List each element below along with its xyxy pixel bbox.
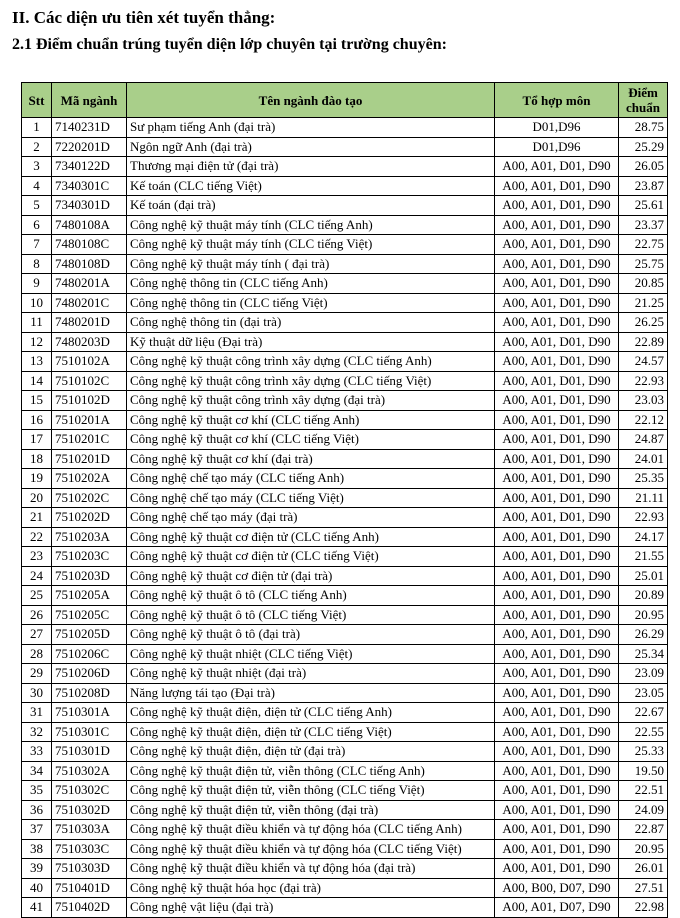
cell-subject-combination: A00, A01, D01, D90 [495, 235, 619, 255]
cell-major-name: Công nghệ kỹ thuật máy tính (CLC tiếng Việt) [127, 235, 495, 255]
cell-major-code: 7510208D [52, 683, 127, 703]
cell-cutoff-score: 22.89 [619, 332, 668, 352]
cell-stt: 10 [22, 293, 52, 313]
table-row [22, 527, 668, 547]
cell-cutoff-score: 23.05 [619, 683, 668, 703]
cell-stt: 26 [22, 605, 52, 625]
cell-stt: 24 [22, 566, 52, 586]
cell-major-code: 7510303A [52, 820, 127, 840]
cell-subject-combination: A00, A01, D07, D90 [495, 898, 619, 918]
cell-major-code: 7510202A [52, 469, 127, 489]
cell-stt: 29 [22, 664, 52, 684]
cell-cutoff-score: 26.29 [619, 625, 668, 645]
table-row [22, 352, 668, 372]
table-row [22, 371, 668, 391]
cell-cutoff-score: 24.09 [619, 800, 668, 820]
cell-major-code: 7510303D [52, 859, 127, 879]
cell-major-name: Công nghệ kỹ thuật ô tô (đại trà) [127, 625, 495, 645]
cell-cutoff-score: 25.29 [619, 137, 668, 157]
cell-subject-combination: A00, A01, D01, D90 [495, 449, 619, 469]
table-row [22, 410, 668, 430]
cell-major-code: 7510301A [52, 703, 127, 723]
cell-subject-combination: A00, A01, D01, D90 [495, 644, 619, 664]
cell-major-code: 7510402D [52, 898, 127, 918]
table-row [22, 293, 668, 313]
cell-subject-combination: A00, A01, D01, D90 [495, 332, 619, 352]
cell-major-name: Công nghệ kỹ thuật nhiệt (CLC tiếng Việt) [127, 644, 495, 664]
cell-major-code: 7510203C [52, 547, 127, 567]
cell-subject-combination: A00, A01, D01, D90 [495, 664, 619, 684]
cell-stt: 4 [22, 176, 52, 196]
cell-cutoff-score: 26.05 [619, 157, 668, 177]
cell-subject-combination: A00, A01, D01, D90 [495, 430, 619, 450]
cell-cutoff-score: 19.50 [619, 761, 668, 781]
cell-major-name: Kế toán (đại trà) [127, 196, 495, 216]
cell-subject-combination: A00, A01, D01, D90 [495, 742, 619, 762]
table-row [22, 781, 668, 801]
cell-major-name: Thương mại điện tử (đại trà) [127, 157, 495, 177]
cell-major-code: 7510205C [52, 605, 127, 625]
cell-major-code: 7480201A [52, 274, 127, 294]
cell-cutoff-score: 23.09 [619, 664, 668, 684]
cell-subject-combination: A00, A01, D01, D90 [495, 196, 619, 216]
table-row [22, 566, 668, 586]
cell-major-code: 7510102C [52, 371, 127, 391]
table-row [22, 820, 668, 840]
table-row [22, 391, 668, 411]
cell-stt: 20 [22, 488, 52, 508]
cell-subject-combination: A00, A01, D01, D90 [495, 820, 619, 840]
table-row [22, 430, 668, 450]
cell-subject-combination: A00, A01, D01, D90 [495, 761, 619, 781]
cell-stt: 35 [22, 781, 52, 801]
cell-cutoff-score: 23.03 [619, 391, 668, 411]
cell-major-code: 7480108D [52, 254, 127, 274]
cell-stt: 16 [22, 410, 52, 430]
cell-major-name: Công nghệ kỹ thuật điều khiển và tự động hóa (CLC tiếng Anh) [127, 820, 495, 840]
cell-cutoff-score: 25.61 [619, 196, 668, 216]
cell-stt: 36 [22, 800, 52, 820]
cell-stt: 37 [22, 820, 52, 840]
cell-major-name: Công nghệ vật liệu (đại trà) [127, 898, 495, 918]
cell-subject-combination: D01,D96 [495, 118, 619, 138]
cell-cutoff-score: 25.01 [619, 566, 668, 586]
table-row [22, 332, 668, 352]
cell-cutoff-score: 27.51 [619, 878, 668, 898]
cell-stt: 32 [22, 722, 52, 742]
cell-major-name: Công nghệ kỹ thuật cơ khí (đại trà) [127, 449, 495, 469]
cell-cutoff-score: 22.55 [619, 722, 668, 742]
cell-major-name: Kế toán (CLC tiếng Việt) [127, 176, 495, 196]
cell-cutoff-score: 22.93 [619, 371, 668, 391]
cell-cutoff-score: 24.57 [619, 352, 668, 372]
cell-subject-combination: A00, B00, D07, D90 [495, 878, 619, 898]
cell-stt: 3 [22, 157, 52, 177]
table-row [22, 469, 668, 489]
cell-stt: 2 [22, 137, 52, 157]
cell-major-code: 7340301C [52, 176, 127, 196]
cell-major-code: 7510301C [52, 722, 127, 742]
cell-major-name: Công nghệ kỹ thuật hóa học (đại trà) [127, 878, 495, 898]
table-row [22, 254, 668, 274]
cell-stt: 28 [22, 644, 52, 664]
cell-stt: 18 [22, 449, 52, 469]
cell-cutoff-score: 26.01 [619, 859, 668, 879]
cell-major-code: 7510202D [52, 508, 127, 528]
cell-major-code: 7510202C [52, 488, 127, 508]
table-row [22, 586, 668, 606]
cell-subject-combination: A00, A01, D01, D90 [495, 683, 619, 703]
table-row [22, 508, 668, 528]
cell-cutoff-score: 20.95 [619, 839, 668, 859]
subsection-title: 2.1 Điểm chuẩn trúng tuyển diện lớp chuyên tại trường chuyên: [12, 36, 447, 53]
cell-major-name: Công nghệ thông tin (đại trà) [127, 313, 495, 333]
cell-major-name: Công nghệ kỹ thuật công trình xây dựng (đại trà) [127, 391, 495, 411]
table-row [22, 859, 668, 879]
cell-cutoff-score: 22.93 [619, 508, 668, 528]
cell-cutoff-score: 24.87 [619, 430, 668, 450]
cell-cutoff-score: 28.75 [619, 118, 668, 138]
cell-stt: 30 [22, 683, 52, 703]
cell-major-name: Công nghệ chế tạo máy (đại trà) [127, 508, 495, 528]
cell-cutoff-score: 23.87 [619, 176, 668, 196]
cell-major-code: 7510205A [52, 586, 127, 606]
cell-major-name: Công nghệ kỹ thuật công trình xây dựng (CLC tiếng Việt) [127, 371, 495, 391]
cell-major-name: Công nghệ kỹ thuật điện tử, viễn thông (đại trà) [127, 800, 495, 820]
cell-major-code: 7480203D [52, 332, 127, 352]
cell-cutoff-score: 24.17 [619, 527, 668, 547]
cell-stt: 33 [22, 742, 52, 762]
cell-subject-combination: A00, A01, D01, D90 [495, 527, 619, 547]
table-row [22, 644, 668, 664]
table-row [22, 898, 668, 918]
cell-major-name: Công nghệ kỹ thuật điện tử, viễn thông (CLC tiếng Việt) [127, 781, 495, 801]
cell-subject-combination: A00, A01, D01, D90 [495, 176, 619, 196]
table-row [22, 664, 668, 684]
cell-stt: 15 [22, 391, 52, 411]
cell-subject-combination: A00, A01, D01, D90 [495, 508, 619, 528]
cell-stt: 22 [22, 527, 52, 547]
cell-major-code: 7510102D [52, 391, 127, 411]
table-row [22, 703, 668, 723]
table-row [22, 742, 668, 762]
cell-cutoff-score: 25.33 [619, 742, 668, 762]
cell-subject-combination: A00, A01, D01, D90 [495, 547, 619, 567]
cell-stt: 34 [22, 761, 52, 781]
cell-major-name: Công nghệ chế tạo máy (CLC tiếng Anh) [127, 469, 495, 489]
cell-stt: 40 [22, 878, 52, 898]
cell-major-name: Công nghệ kỹ thuật cơ điện tử (CLC tiếng Việt) [127, 547, 495, 567]
cell-major-code: 7510201A [52, 410, 127, 430]
cell-stt: 1 [22, 118, 52, 138]
cell-major-name: Năng lượng tái tạo (Đại trà) [127, 683, 495, 703]
cell-cutoff-score: 22.87 [619, 820, 668, 840]
header-subject-combination: Tổ hợp môn [495, 83, 619, 118]
cell-subject-combination: A00, A01, D01, D90 [495, 215, 619, 235]
cell-subject-combination: A00, A01, D01, D90 [495, 469, 619, 489]
cell-stt: 27 [22, 625, 52, 645]
cell-major-name: Công nghệ thông tin (CLC tiếng Anh) [127, 274, 495, 294]
cell-stt: 8 [22, 254, 52, 274]
table-row [22, 449, 668, 469]
cell-major-code: 7510102A [52, 352, 127, 372]
cell-major-code: 7510303C [52, 839, 127, 859]
cell-subject-combination: A00, A01, D01, D90 [495, 410, 619, 430]
cell-subject-combination: A00, A01, D01, D90 [495, 781, 619, 801]
cell-subject-combination: A00, A01, D01, D90 [495, 391, 619, 411]
cell-subject-combination: A00, A01, D01, D90 [495, 800, 619, 820]
cell-cutoff-score: 22.67 [619, 703, 668, 723]
cell-cutoff-score: 24.01 [619, 449, 668, 469]
cell-stt: 39 [22, 859, 52, 879]
table-row [22, 118, 668, 138]
cell-major-name: Kỹ thuật dữ liệu (Đại trà) [127, 332, 495, 352]
cell-subject-combination: A00, A01, D01, D90 [495, 839, 619, 859]
cell-major-code: 7510201D [52, 449, 127, 469]
table-row [22, 157, 668, 177]
cell-subject-combination: A00, A01, D01, D90 [495, 254, 619, 274]
table-row [22, 215, 668, 235]
cell-subject-combination: A00, A01, D01, D90 [495, 352, 619, 372]
header-major-name: Tên ngành đào tạo [127, 83, 495, 118]
cell-subject-combination: D01,D96 [495, 137, 619, 157]
cell-major-name: Công nghệ thông tin (CLC tiếng Việt) [127, 293, 495, 313]
cell-major-code: 7510302D [52, 800, 127, 820]
cell-stt: 23 [22, 547, 52, 567]
cell-stt: 19 [22, 469, 52, 489]
cell-subject-combination: A00, A01, D01, D90 [495, 586, 619, 606]
cell-cutoff-score: 26.25 [619, 313, 668, 333]
table-row [22, 722, 668, 742]
table-row [22, 605, 668, 625]
cell-subject-combination: A00, A01, D01, D90 [495, 488, 619, 508]
cell-stt: 7 [22, 235, 52, 255]
cell-cutoff-score: 25.34 [619, 644, 668, 664]
cell-major-name: Công nghệ kỹ thuật điều khiển và tự động hóa (CLC tiếng Việt) [127, 839, 495, 859]
header-major-code: Mã ngành [52, 83, 127, 118]
cell-subject-combination: A00, A01, D01, D90 [495, 722, 619, 742]
cell-stt: 38 [22, 839, 52, 859]
cell-major-code: 7140231D [52, 118, 127, 138]
cell-subject-combination: A00, A01, D01, D90 [495, 157, 619, 177]
table-row [22, 313, 668, 333]
cell-major-code: 7510206C [52, 644, 127, 664]
table-row [22, 274, 668, 294]
table-row [22, 683, 668, 703]
cell-major-name: Công nghệ kỹ thuật điện tử, viễn thông (CLC tiếng Anh) [127, 761, 495, 781]
cell-cutoff-score: 20.89 [619, 586, 668, 606]
table-header-row [22, 83, 668, 118]
cell-major-code: 7510302C [52, 781, 127, 801]
cell-stt: 17 [22, 430, 52, 450]
cell-cutoff-score: 20.85 [619, 274, 668, 294]
cell-subject-combination: A00, A01, D01, D90 [495, 293, 619, 313]
cell-subject-combination: A00, A01, D01, D90 [495, 274, 619, 294]
cell-subject-combination: A00, A01, D01, D90 [495, 859, 619, 879]
table-row [22, 800, 668, 820]
cell-major-code: 7480201C [52, 293, 127, 313]
cell-subject-combination: A00, A01, D01, D90 [495, 703, 619, 723]
cell-major-name: Công nghệ kỹ thuật nhiệt (đại trà) [127, 664, 495, 684]
cell-cutoff-score: 21.25 [619, 293, 668, 313]
cell-major-code: 7510206D [52, 664, 127, 684]
cell-major-code: 7510301D [52, 742, 127, 762]
table-row [22, 488, 668, 508]
cell-major-name: Công nghệ kỹ thuật ô tô (CLC tiếng Anh) [127, 586, 495, 606]
cell-major-name: Công nghệ kỹ thuật điện, điện tử (đại trà) [127, 742, 495, 762]
cell-subject-combination: A00, A01, D01, D90 [495, 313, 619, 333]
cell-stt: 31 [22, 703, 52, 723]
cell-major-code: 7220201D [52, 137, 127, 157]
cell-major-code: 7510201C [52, 430, 127, 450]
cell-major-name: Công nghệ kỹ thuật công trình xây dựng (CLC tiếng Anh) [127, 352, 495, 372]
cell-stt: 41 [22, 898, 52, 918]
cell-cutoff-score: 22.51 [619, 781, 668, 801]
table-row [22, 176, 668, 196]
cell-cutoff-score: 21.55 [619, 547, 668, 567]
header-cutoff-score: Điểm chuẩn [619, 83, 668, 118]
cell-major-name: Ngôn ngữ Anh (đại trà) [127, 137, 495, 157]
table-row [22, 235, 668, 255]
cell-stt: 12 [22, 332, 52, 352]
cell-major-name: Công nghệ kỹ thuật cơ điện tử (CLC tiếng Anh) [127, 527, 495, 547]
cell-major-name: Công nghệ kỹ thuật điện, điện tử (CLC tiếng Anh) [127, 703, 495, 723]
cell-major-name: Công nghệ kỹ thuật cơ khí (CLC tiếng Việt) [127, 430, 495, 450]
cell-cutoff-score: 21.11 [619, 488, 668, 508]
admission-scores-table [21, 82, 668, 918]
table-row [22, 196, 668, 216]
table-row [22, 878, 668, 898]
cell-major-code: 7480108C [52, 235, 127, 255]
section-title: II. Các diện ưu tiên xét tuyển thẳng: [12, 8, 276, 27]
cell-stt: 6 [22, 215, 52, 235]
cell-cutoff-score: 25.75 [619, 254, 668, 274]
cell-major-name: Công nghệ kỹ thuật ô tô (CLC tiếng Việt) [127, 605, 495, 625]
table-body [22, 118, 668, 918]
cell-major-code: 7510203D [52, 566, 127, 586]
cell-subject-combination: A00, A01, D01, D90 [495, 371, 619, 391]
cell-cutoff-score: 22.98 [619, 898, 668, 918]
cell-stt: 11 [22, 313, 52, 333]
cell-major-name: Công nghệ kỹ thuật điện, điện tử (CLC tiếng Việt) [127, 722, 495, 742]
cell-major-name: Công nghệ chế tạo máy (CLC tiếng Việt) [127, 488, 495, 508]
cell-stt: 14 [22, 371, 52, 391]
cell-major-code: 7510401D [52, 878, 127, 898]
cell-stt: 13 [22, 352, 52, 372]
cell-cutoff-score: 20.95 [619, 605, 668, 625]
cell-major-name: Công nghệ kỹ thuật máy tính ( đại trà) [127, 254, 495, 274]
cell-major-name: Công nghệ kỹ thuật cơ khí (CLC tiếng Anh) [127, 410, 495, 430]
cell-major-code: 7510203A [52, 527, 127, 547]
cell-major-name: Công nghệ kỹ thuật cơ điện tử (đại trà) [127, 566, 495, 586]
cell-stt: 5 [22, 196, 52, 216]
cell-cutoff-score: 22.12 [619, 410, 668, 430]
cell-major-name: Công nghệ kỹ thuật máy tính (CLC tiếng Anh) [127, 215, 495, 235]
table-row [22, 761, 668, 781]
cell-stt: 21 [22, 508, 52, 528]
cell-subject-combination: A00, A01, D01, D90 [495, 605, 619, 625]
cell-stt: 9 [22, 274, 52, 294]
cell-major-code: 7480108A [52, 215, 127, 235]
cell-subject-combination: A00, A01, D01, D90 [495, 625, 619, 645]
cell-cutoff-score: 22.75 [619, 235, 668, 255]
table-row [22, 547, 668, 567]
cell-cutoff-score: 23.37 [619, 215, 668, 235]
header-stt: Stt [22, 83, 52, 118]
cell-major-code: 7340122D [52, 157, 127, 177]
cell-major-name: Sư phạm tiếng Anh (đại trà) [127, 118, 495, 138]
table-row [22, 839, 668, 859]
cell-major-code: 7340301D [52, 196, 127, 216]
cell-cutoff-score: 25.35 [619, 469, 668, 489]
cell-major-name: Công nghệ kỹ thuật điều khiển và tự động hóa (đại trà) [127, 859, 495, 879]
cell-major-code: 7510302A [52, 761, 127, 781]
cell-stt: 25 [22, 586, 52, 606]
cell-major-code: 7480201D [52, 313, 127, 333]
table-row [22, 137, 668, 157]
table-row [22, 625, 668, 645]
cell-subject-combination: A00, A01, D01, D90 [495, 566, 619, 586]
cell-major-code: 7510205D [52, 625, 127, 645]
